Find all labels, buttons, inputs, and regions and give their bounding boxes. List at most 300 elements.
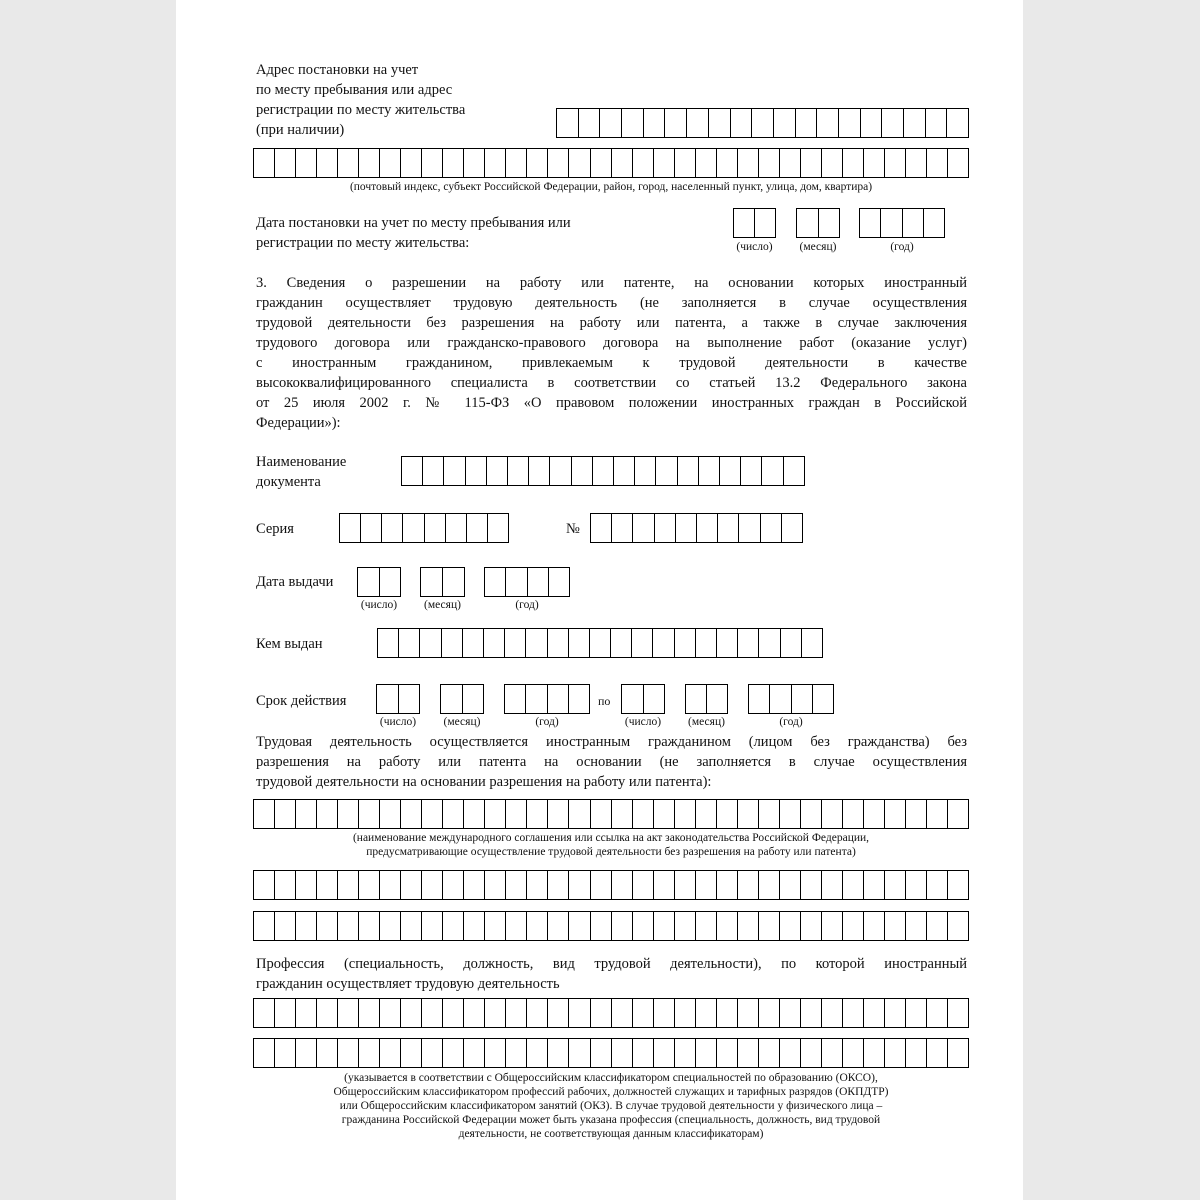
char-cell[interactable] <box>696 912 717 940</box>
char-cell[interactable] <box>569 871 590 899</box>
char-cell[interactable] <box>780 1039 801 1067</box>
char-cell[interactable] <box>906 149 927 177</box>
char-cell[interactable] <box>422 1039 443 1067</box>
char-cell[interactable] <box>738 871 759 899</box>
char-cell[interactable] <box>612 149 633 177</box>
char-cell[interactable] <box>467 514 488 542</box>
char-cell[interactable] <box>654 149 675 177</box>
char-cell[interactable] <box>843 999 864 1027</box>
char-cell[interactable] <box>780 800 801 828</box>
char-cell[interactable] <box>275 149 296 177</box>
char-cell[interactable] <box>254 800 275 828</box>
char-cell[interactable] <box>317 1039 338 1067</box>
char-cell[interactable] <box>633 1039 654 1067</box>
char-cell[interactable] <box>401 912 422 940</box>
char-cell[interactable] <box>906 912 927 940</box>
issued-by-boxes[interactable] <box>377 628 823 658</box>
char-cell[interactable] <box>317 149 338 177</box>
char-cell[interactable] <box>528 568 549 596</box>
char-cell[interactable] <box>506 149 527 177</box>
char-cell[interactable] <box>401 999 422 1027</box>
char-cell[interactable] <box>380 149 401 177</box>
char-cell[interactable] <box>741 457 762 485</box>
char-cell[interactable] <box>633 912 654 940</box>
validity-from-month-boxes[interactable] <box>440 684 484 714</box>
char-cell[interactable] <box>549 568 569 596</box>
issue-date-day-boxes[interactable] <box>357 567 401 597</box>
char-cell[interactable] <box>655 514 676 542</box>
char-cell[interactable] <box>864 149 885 177</box>
char-cell[interactable] <box>612 800 633 828</box>
validity-from-day-boxes[interactable] <box>376 684 420 714</box>
char-cell[interactable] <box>399 685 420 713</box>
validity-from-year-boxes[interactable] <box>504 684 590 714</box>
char-cell[interactable] <box>421 568 443 596</box>
char-cell[interactable] <box>401 871 422 899</box>
char-cell[interactable] <box>420 629 441 657</box>
char-cell[interactable] <box>752 109 774 137</box>
char-cell[interactable] <box>881 209 902 237</box>
char-cell[interactable] <box>527 912 548 940</box>
char-cell[interactable] <box>675 629 696 657</box>
char-cell[interactable] <box>464 149 485 177</box>
char-cell[interactable] <box>948 800 968 828</box>
char-cell[interactable] <box>296 149 317 177</box>
char-cell[interactable] <box>526 629 547 657</box>
char-cell[interactable] <box>927 912 948 940</box>
char-cell[interactable] <box>569 149 590 177</box>
char-cell[interactable] <box>839 109 861 137</box>
char-cell[interactable] <box>569 912 590 940</box>
char-cell[interactable] <box>782 514 802 542</box>
char-cell[interactable] <box>296 800 317 828</box>
char-cell[interactable] <box>948 912 968 940</box>
char-cell[interactable] <box>487 457 508 485</box>
char-cell[interactable] <box>275 999 296 1027</box>
char-cell[interactable] <box>591 912 612 940</box>
char-cell[interactable] <box>443 800 464 828</box>
char-cell[interactable] <box>644 685 665 713</box>
char-cell[interactable] <box>885 800 906 828</box>
issue-date-year-boxes[interactable] <box>484 567 570 597</box>
char-cell[interactable] <box>485 149 506 177</box>
char-cell[interactable] <box>696 871 717 899</box>
char-cell[interactable] <box>254 149 275 177</box>
char-cell[interactable] <box>377 685 399 713</box>
char-cell[interactable] <box>819 209 840 237</box>
char-cell[interactable] <box>759 800 780 828</box>
char-cell[interactable] <box>731 109 753 137</box>
doc-name-boxes[interactable] <box>401 456 805 486</box>
char-cell[interactable] <box>717 871 738 899</box>
char-cell[interactable] <box>759 149 780 177</box>
char-cell[interactable] <box>569 800 590 828</box>
char-cell[interactable] <box>591 800 612 828</box>
char-cell[interactable] <box>422 912 443 940</box>
char-cell[interactable] <box>464 871 485 899</box>
char-cell[interactable] <box>423 457 444 485</box>
char-cell[interactable] <box>654 800 675 828</box>
char-cell[interactable] <box>770 685 791 713</box>
char-cell[interactable] <box>296 912 317 940</box>
char-cell[interactable] <box>903 209 924 237</box>
char-cell[interactable] <box>780 871 801 899</box>
char-cell[interactable] <box>947 109 968 137</box>
char-cell[interactable] <box>401 800 422 828</box>
char-cell[interactable] <box>843 149 864 177</box>
char-cell[interactable] <box>864 871 885 899</box>
char-cell[interactable] <box>591 999 612 1027</box>
char-cell[interactable] <box>338 999 359 1027</box>
char-cell[interactable] <box>380 999 401 1027</box>
char-cell[interactable] <box>720 457 741 485</box>
char-cell[interactable] <box>801 912 822 940</box>
char-cell[interactable] <box>338 800 359 828</box>
char-cell[interactable] <box>780 912 801 940</box>
address-boxes-row-2[interactable] <box>253 148 969 178</box>
char-cell[interactable] <box>612 871 633 899</box>
char-cell[interactable] <box>317 999 338 1027</box>
profession-boxes-row-1[interactable] <box>253 998 969 1028</box>
char-cell[interactable] <box>843 912 864 940</box>
char-cell[interactable] <box>317 800 338 828</box>
char-cell[interactable] <box>906 871 927 899</box>
char-cell[interactable] <box>817 109 839 137</box>
char-cell[interactable] <box>696 800 717 828</box>
char-cell[interactable] <box>633 999 654 1027</box>
char-cell[interactable] <box>590 629 611 657</box>
char-cell[interactable] <box>506 871 527 899</box>
char-cell[interactable] <box>614 457 635 485</box>
char-cell[interactable] <box>717 999 738 1027</box>
char-cell[interactable] <box>425 514 446 542</box>
char-cell[interactable] <box>697 514 718 542</box>
char-cell[interactable] <box>446 514 467 542</box>
char-cell[interactable] <box>622 109 644 137</box>
char-cell[interactable] <box>527 999 548 1027</box>
char-cell[interactable] <box>358 568 380 596</box>
char-cell[interactable] <box>548 629 569 657</box>
char-cell[interactable] <box>275 1039 296 1067</box>
char-cell[interactable] <box>548 1039 569 1067</box>
char-cell[interactable] <box>699 457 720 485</box>
char-cell[interactable] <box>463 685 484 713</box>
char-cell[interactable] <box>717 629 738 657</box>
char-cell[interactable] <box>796 109 818 137</box>
char-cell[interactable] <box>443 149 464 177</box>
char-cell[interactable] <box>548 912 569 940</box>
char-cell[interactable] <box>591 871 612 899</box>
char-cell[interactable] <box>359 871 380 899</box>
char-cell[interactable] <box>380 568 401 596</box>
char-cell[interactable] <box>464 912 485 940</box>
char-cell[interactable] <box>422 149 443 177</box>
char-cell[interactable] <box>612 1039 633 1067</box>
address-boxes-row-1[interactable] <box>556 108 969 138</box>
char-cell[interactable] <box>548 685 569 713</box>
char-cell[interactable] <box>864 1039 885 1067</box>
char-cell[interactable] <box>644 109 666 137</box>
char-cell[interactable] <box>422 800 443 828</box>
char-cell[interactable] <box>860 209 881 237</box>
char-cell[interactable] <box>317 912 338 940</box>
char-cell[interactable] <box>739 514 760 542</box>
char-cell[interactable] <box>761 514 782 542</box>
char-cell[interactable] <box>759 1039 780 1067</box>
char-cell[interactable] <box>633 871 654 899</box>
char-cell[interactable] <box>696 629 717 657</box>
char-cell[interactable] <box>464 800 485 828</box>
char-cell[interactable] <box>402 457 423 485</box>
char-cell[interactable] <box>275 800 296 828</box>
char-cell[interactable] <box>696 999 717 1027</box>
char-cell[interactable] <box>485 999 506 1027</box>
char-cell[interactable] <box>653 629 674 657</box>
validity-to-month-boxes[interactable] <box>685 684 728 714</box>
char-cell[interactable] <box>275 871 296 899</box>
char-cell[interactable] <box>784 457 804 485</box>
char-cell[interactable] <box>843 800 864 828</box>
char-cell[interactable] <box>717 912 738 940</box>
char-cell[interactable] <box>548 800 569 828</box>
char-cell[interactable] <box>572 457 593 485</box>
char-cell[interactable] <box>464 1039 485 1067</box>
char-cell[interactable] <box>927 999 948 1027</box>
char-cell[interactable] <box>822 1039 843 1067</box>
char-cell[interactable] <box>843 871 864 899</box>
char-cell[interactable] <box>422 871 443 899</box>
char-cell[interactable] <box>696 149 717 177</box>
number-boxes[interactable] <box>590 513 803 543</box>
char-cell[interactable] <box>780 149 801 177</box>
char-cell[interactable] <box>506 912 527 940</box>
char-cell[interactable] <box>485 912 506 940</box>
char-cell[interactable] <box>801 800 822 828</box>
char-cell[interactable] <box>464 999 485 1027</box>
char-cell[interactable] <box>612 999 633 1027</box>
char-cell[interactable] <box>254 999 275 1027</box>
char-cell[interactable] <box>792 685 813 713</box>
char-cell[interactable] <box>948 999 968 1027</box>
char-cell[interactable] <box>401 1039 422 1067</box>
char-cell[interactable] <box>527 149 548 177</box>
char-cell[interactable] <box>709 109 731 137</box>
char-cell[interactable] <box>380 912 401 940</box>
char-cell[interactable] <box>738 912 759 940</box>
char-cell[interactable] <box>675 999 696 1027</box>
char-cell[interactable] <box>612 912 633 940</box>
char-cell[interactable] <box>759 871 780 899</box>
profession-boxes-row-2[interactable] <box>253 1038 969 1068</box>
char-cell[interactable] <box>529 457 550 485</box>
char-cell[interactable] <box>254 1039 275 1067</box>
char-cell[interactable] <box>948 871 968 899</box>
char-cell[interactable] <box>506 999 527 1027</box>
char-cell[interactable] <box>443 999 464 1027</box>
char-cell[interactable] <box>717 800 738 828</box>
char-cell[interactable] <box>633 514 654 542</box>
char-cell[interactable] <box>801 149 822 177</box>
char-cell[interactable] <box>707 685 727 713</box>
char-cell[interactable] <box>882 109 904 137</box>
char-cell[interactable] <box>443 912 464 940</box>
char-cell[interactable] <box>296 871 317 899</box>
without-permit-boxes-row-3[interactable] <box>253 911 969 941</box>
char-cell[interactable] <box>822 912 843 940</box>
char-cell[interactable] <box>359 149 380 177</box>
char-cell[interactable] <box>378 629 399 657</box>
char-cell[interactable] <box>675 912 696 940</box>
char-cell[interactable] <box>548 999 569 1027</box>
char-cell[interactable] <box>948 149 968 177</box>
char-cell[interactable] <box>506 800 527 828</box>
char-cell[interactable] <box>359 1039 380 1067</box>
char-cell[interactable] <box>885 871 906 899</box>
char-cell[interactable] <box>801 871 822 899</box>
char-cell[interactable] <box>774 109 796 137</box>
char-cell[interactable] <box>505 685 526 713</box>
char-cell[interactable] <box>591 514 612 542</box>
char-cell[interactable] <box>485 800 506 828</box>
char-cell[interactable] <box>505 629 526 657</box>
char-cell[interactable] <box>654 912 675 940</box>
char-cell[interactable] <box>885 912 906 940</box>
char-cell[interactable] <box>635 457 656 485</box>
char-cell[interactable] <box>678 457 699 485</box>
char-cell[interactable] <box>801 999 822 1027</box>
char-cell[interactable] <box>864 800 885 828</box>
char-cell[interactable] <box>906 999 927 1027</box>
char-cell[interactable] <box>759 999 780 1027</box>
char-cell[interactable] <box>864 999 885 1027</box>
char-cell[interactable] <box>822 871 843 899</box>
char-cell[interactable] <box>548 149 569 177</box>
char-cell[interactable] <box>442 629 463 657</box>
reg-date-day-boxes[interactable] <box>733 208 776 238</box>
char-cell[interactable] <box>734 209 755 237</box>
char-cell[interactable] <box>675 1039 696 1067</box>
char-cell[interactable] <box>600 109 622 137</box>
char-cell[interactable] <box>359 800 380 828</box>
char-cell[interactable] <box>927 871 948 899</box>
char-cell[interactable] <box>485 1039 506 1067</box>
char-cell[interactable] <box>906 1039 927 1067</box>
char-cell[interactable] <box>338 912 359 940</box>
char-cell[interactable] <box>403 514 424 542</box>
char-cell[interactable] <box>444 457 465 485</box>
char-cell[interactable] <box>843 1039 864 1067</box>
char-cell[interactable] <box>762 457 783 485</box>
char-cell[interactable] <box>338 149 359 177</box>
validity-to-year-boxes[interactable] <box>748 684 834 714</box>
char-cell[interactable] <box>717 149 738 177</box>
char-cell[interactable] <box>675 871 696 899</box>
char-cell[interactable] <box>717 1039 738 1067</box>
char-cell[interactable] <box>254 871 275 899</box>
char-cell[interactable] <box>675 149 696 177</box>
series-boxes[interactable] <box>339 513 509 543</box>
char-cell[interactable] <box>527 871 548 899</box>
char-cell[interactable] <box>548 871 569 899</box>
char-cell[interactable] <box>485 568 506 596</box>
char-cell[interactable] <box>622 685 644 713</box>
char-cell[interactable] <box>591 1039 612 1067</box>
char-cell[interactable] <box>399 629 420 657</box>
char-cell[interactable] <box>822 800 843 828</box>
char-cell[interactable] <box>801 1039 822 1067</box>
char-cell[interactable] <box>686 685 707 713</box>
validity-to-day-boxes[interactable] <box>621 684 665 714</box>
char-cell[interactable] <box>749 685 770 713</box>
char-cell[interactable] <box>885 149 906 177</box>
without-permit-boxes-row-1[interactable] <box>253 799 969 829</box>
char-cell[interactable] <box>861 109 883 137</box>
char-cell[interactable] <box>687 109 709 137</box>
issue-date-month-boxes[interactable] <box>420 567 465 597</box>
char-cell[interactable] <box>488 514 508 542</box>
reg-date-month-boxes[interactable] <box>796 208 840 238</box>
char-cell[interactable] <box>275 912 296 940</box>
char-cell[interactable] <box>569 629 590 657</box>
char-cell[interactable] <box>633 800 654 828</box>
char-cell[interactable] <box>338 1039 359 1067</box>
char-cell[interactable] <box>948 1039 968 1067</box>
char-cell[interactable] <box>822 149 843 177</box>
char-cell[interactable] <box>443 871 464 899</box>
char-cell[interactable] <box>380 1039 401 1067</box>
char-cell[interactable] <box>361 514 382 542</box>
char-cell[interactable] <box>317 871 338 899</box>
char-cell[interactable] <box>254 912 275 940</box>
char-cell[interactable] <box>797 209 819 237</box>
char-cell[interactable] <box>780 999 801 1027</box>
char-cell[interactable] <box>885 1039 906 1067</box>
char-cell[interactable] <box>676 514 697 542</box>
char-cell[interactable] <box>506 568 527 596</box>
char-cell[interactable] <box>738 800 759 828</box>
char-cell[interactable] <box>611 629 632 657</box>
char-cell[interactable] <box>338 871 359 899</box>
char-cell[interactable] <box>864 912 885 940</box>
char-cell[interactable] <box>296 999 317 1027</box>
char-cell[interactable] <box>927 1039 948 1067</box>
char-cell[interactable] <box>927 800 948 828</box>
char-cell[interactable] <box>906 800 927 828</box>
char-cell[interactable] <box>569 999 590 1027</box>
char-cell[interactable] <box>340 514 361 542</box>
char-cell[interactable] <box>527 1039 548 1067</box>
char-cell[interactable] <box>527 800 548 828</box>
char-cell[interactable] <box>654 871 675 899</box>
char-cell[interactable] <box>675 800 696 828</box>
char-cell[interactable] <box>422 999 443 1027</box>
char-cell[interactable] <box>359 912 380 940</box>
char-cell[interactable] <box>463 629 484 657</box>
char-cell[interactable] <box>654 1039 675 1067</box>
char-cell[interactable] <box>759 629 780 657</box>
char-cell[interactable] <box>508 457 529 485</box>
char-cell[interactable] <box>593 457 614 485</box>
char-cell[interactable] <box>296 1039 317 1067</box>
char-cell[interactable] <box>885 999 906 1027</box>
char-cell[interactable] <box>401 149 422 177</box>
char-cell[interactable] <box>550 457 571 485</box>
char-cell[interactable] <box>466 457 487 485</box>
char-cell[interactable] <box>506 1039 527 1067</box>
char-cell[interactable] <box>755 209 775 237</box>
char-cell[interactable] <box>665 109 687 137</box>
char-cell[interactable] <box>813 685 833 713</box>
